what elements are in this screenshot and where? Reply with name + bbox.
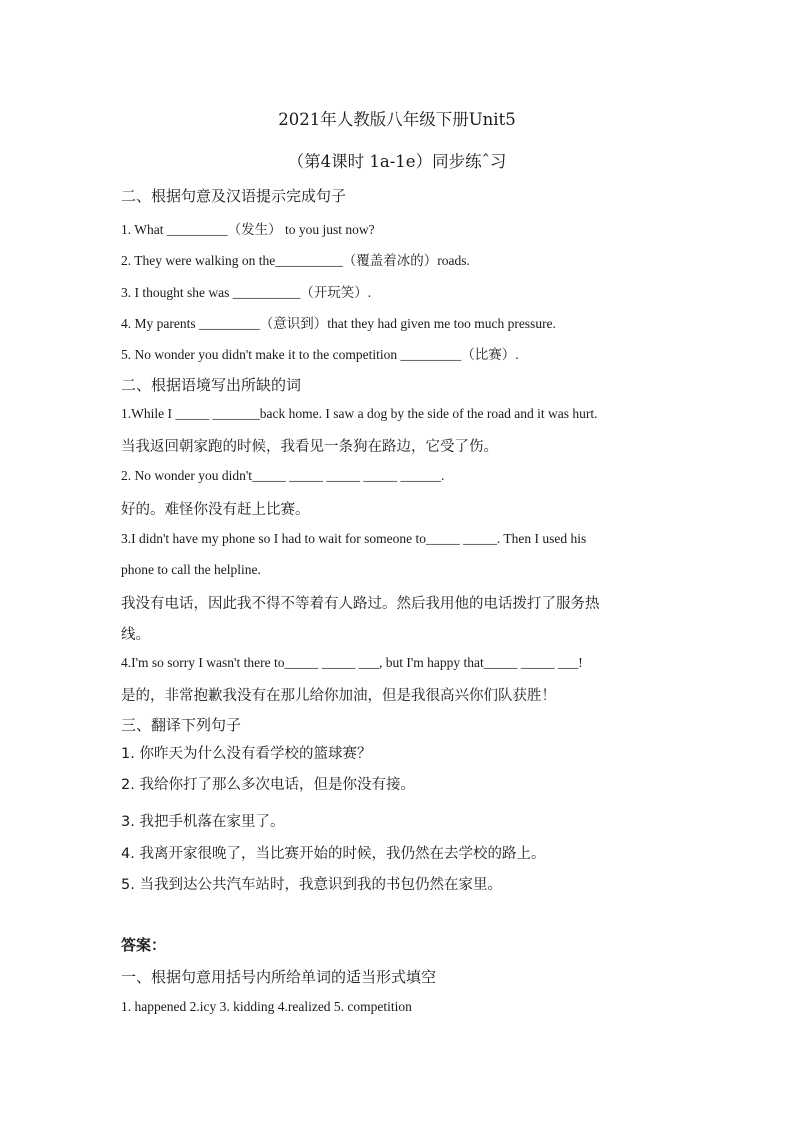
section-b-item-3-english: 3.I didn't have my phone so I had to wait for someone to_____ _____. Then I used his (121, 531, 587, 546)
section-c-item-2: 2. 我给你打了那么多次电话，但是你没有接。 (121, 777, 415, 793)
section-a-item-3: 3. I thought she was __________（开玩笑）. (121, 285, 372, 300)
answers-subheading: 一、根据句意用括号内所给单词的适当形式填空 (121, 968, 437, 986)
section-b-item-3-english-cont: phone to call the helpline. (121, 562, 261, 577)
section-b-item-2-chinese: 好的。难怪你没有赶上比赛。 (121, 502, 310, 518)
section-b-item-1-english: 1.While I _____ _______back home. I saw a dog by the side of the road and it was hurt. (121, 406, 598, 421)
worksheet-title: 2021年人教版八年级下册Unit5 (278, 110, 516, 129)
section-c-item-3: 3. 我把手机落在家里了。 (121, 814, 285, 830)
section-c-item-5: 5. 当我到达公共汽车站时，我意识到我的书包仍然在家里。 (121, 877, 502, 893)
section-a-item-5: 5. No wonder you didn't make it to the competition _________（比赛）. (121, 347, 519, 362)
section-a-item-2: 2. They were walking on the__________（覆盖着冰的）roads. (121, 253, 470, 268)
answers-line: 1. happened 2.icy 3. kidding 4.realized 5. competition (121, 999, 412, 1014)
section-b-item-1-chinese: 当我返回朝家跑的时候，我看见一条狗在路边，它受了伤。 (121, 439, 498, 455)
section-b-item-4-english: 4.I'm so sorry I wasn't there to_____ _____ ___, but I'm happy that_____ _____ ___! (121, 655, 583, 670)
section-c-heading: 三、翻译下列句子 (121, 716, 242, 734)
section-b-item-3-chinese-cont: 线。 (121, 627, 150, 643)
section-b-heading: 二、根据语境写出所缺的词 (121, 376, 302, 394)
section-b-item-4-chinese: 是的，非常抱歉我没有在那儿给你加油，但是我很高兴你们队获胜！ (121, 688, 556, 704)
worksheet-subtitle: （第4课时 1a-1e）同步练ˆ习 (287, 152, 507, 171)
section-a-item-1: 1. What _________（发生） to you just now? (121, 222, 375, 237)
section-b-item-2-english: 2. No wonder you didn't_____ _____ _____ _____ ______. (121, 468, 445, 483)
section-c-item-4: 4. 我离开家很晚了，当比赛开始的时候，我仍然在去学校的路上。 (121, 846, 546, 862)
answers-heading: 答案： (121, 936, 167, 954)
section-a-heading: 二、根据句意及汉语提示完成句子 (121, 187, 347, 205)
section-c-item-1: 1. 你昨天为什么没有看学校的篮球赛？ (121, 746, 372, 762)
section-b-item-3-chinese: 我没有电话，因此我不得不等着有人路过。然后我用他的电话拨打了服务热 (121, 596, 600, 612)
section-a-item-4: 4. My parents _________（意识到）that they had given me too much pressure. (121, 316, 556, 331)
